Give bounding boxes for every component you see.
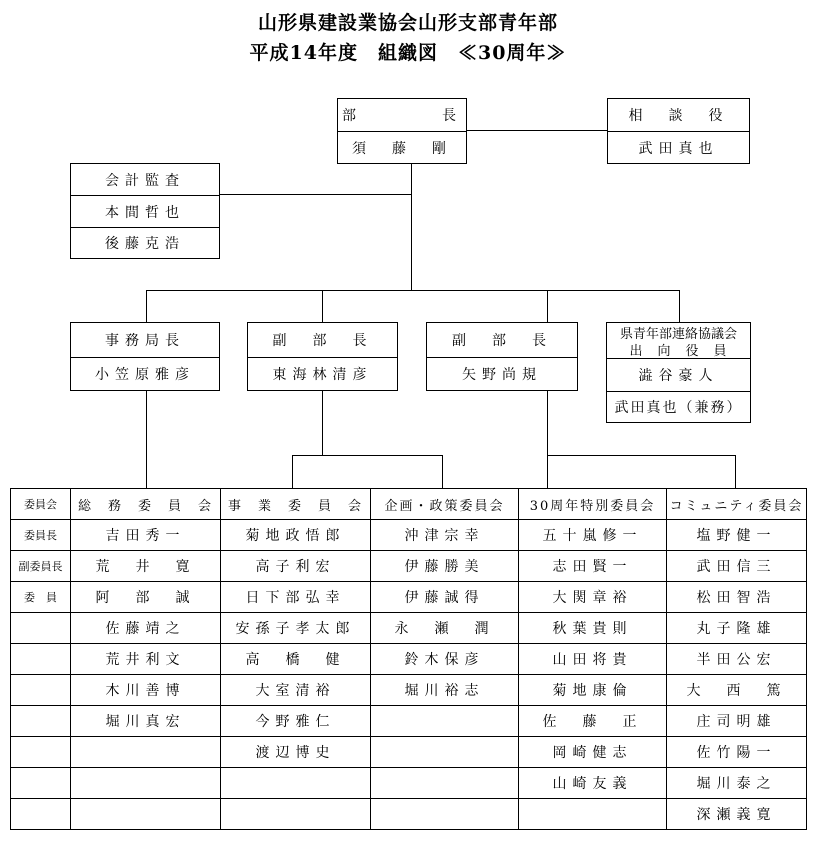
committee-member [71, 737, 221, 768]
connector-bucho-down [411, 163, 412, 290]
committee-member [371, 768, 519, 799]
table-row [11, 706, 807, 737]
table-row [11, 551, 807, 582]
connector-liaison [679, 290, 680, 322]
committee-header: 事 業 委 員 会 [221, 489, 371, 520]
connector-fuku1-down [322, 390, 323, 455]
bucho-box [337, 98, 467, 164]
committee-member: 大室清裕 [221, 675, 371, 706]
audit-role: 会計監査 [105, 172, 185, 189]
committee-header: 30周年特別委員会 [519, 489, 667, 520]
committee-member: 今野雅仁 [221, 706, 371, 737]
committee-member [371, 706, 519, 737]
committee-member: 秋葉貴則 [519, 613, 667, 644]
table-row [11, 582, 807, 613]
committee-member: 荒井利文 [71, 644, 221, 675]
table-row [11, 520, 807, 551]
committee-member: 佐竹陽一 [667, 737, 807, 768]
org-chart-subtitle: 平成14年度 組織図 ≪30周年≫ [249, 42, 567, 64]
committee-member: 松田智浩 [667, 582, 807, 613]
committee-header: 企画・政策委員会 [371, 489, 519, 520]
committee-member [371, 737, 519, 768]
committee-member: 深瀬義寛 [667, 799, 807, 830]
committee-member: 高 橋 健 [221, 644, 371, 675]
connector-jimu-soumu [146, 390, 147, 488]
committee-member: 阿 部 誠 [71, 582, 221, 613]
role-label [11, 644, 71, 675]
committee-member [221, 768, 371, 799]
committee-member: 木川善博 [71, 675, 221, 706]
audit-name: 後藤克浩 [71, 227, 219, 258]
connector-bucho-sodan [466, 130, 608, 131]
committee-member: 大関章裕 [519, 582, 667, 613]
role-label: 委 員 [11, 582, 71, 613]
committee-member: 高子利宏 [221, 551, 371, 582]
connector-kikaku [442, 455, 443, 488]
table-row [11, 799, 807, 830]
role-label [11, 613, 71, 644]
connector-fuku1-bar [292, 455, 443, 456]
jimukyokucho-role: 事務局長 [105, 333, 185, 349]
bucho-role: 部 長 [342, 108, 462, 124]
jimukyokucho-box [70, 322, 220, 391]
sodan-role: 相 談 役 [628, 108, 729, 124]
connector-jimu [146, 290, 147, 322]
committee-member: 沖津宗幸 [371, 520, 519, 551]
committee-member: 日下部弘幸 [221, 582, 371, 613]
committee-member [519, 799, 667, 830]
fukubucho-box-2 [426, 322, 578, 391]
table-row [11, 613, 807, 644]
committee-member: 堀川泰之 [667, 768, 807, 799]
committee-member: 伊藤誠得 [371, 582, 519, 613]
committee-member: 庄司明雄 [667, 706, 807, 737]
committee-member: 半田公宏 [667, 644, 807, 675]
role-label: 委員長 [11, 520, 71, 551]
fukubucho-role: 副 部 長 [452, 333, 552, 349]
bucho-name: 須 藤 剛 [338, 131, 466, 163]
connector-jigyo [292, 455, 293, 488]
connector-fuku1 [322, 290, 323, 322]
liaison-name: 武田真也（兼務） [607, 391, 750, 422]
sodan-box [607, 98, 750, 164]
sodan-name: 武田真也 [608, 131, 749, 163]
connector-audit [220, 194, 412, 195]
committee-member [371, 799, 519, 830]
committee-member: 堀川裕志 [371, 675, 519, 706]
liaison-box [606, 322, 751, 423]
committee-member: 鈴木保彦 [371, 644, 519, 675]
role-label: 委員会 [11, 489, 71, 520]
table-row [11, 675, 807, 706]
committee-member: 堀川真宏 [71, 706, 221, 737]
committee-member: 佐 藤 正 [519, 706, 667, 737]
liaison-role-line1: 県青年部連絡協議会 [619, 326, 737, 342]
committee-member: 菊地康倫 [519, 675, 667, 706]
role-label [11, 768, 71, 799]
committee-member [221, 799, 371, 830]
committee-member: 武田信三 [667, 551, 807, 582]
committee-member: 塩野健一 [667, 520, 807, 551]
committee-member: 吉田秀一 [71, 520, 221, 551]
connector-level2-bar [146, 290, 679, 291]
connector-fuku2 [547, 290, 548, 322]
table-row [11, 737, 807, 768]
committee-member [71, 768, 221, 799]
committee-member: 大 西 篤 [667, 675, 807, 706]
connector-fuku2-down [547, 390, 548, 488]
jimukyokucho-name: 小笠原雅彦 [71, 357, 219, 390]
committee-member: 岡崎健志 [519, 737, 667, 768]
committee-member: 山崎友義 [519, 768, 667, 799]
connector-fuku2-bar [547, 455, 736, 456]
committee-header-row [11, 489, 807, 520]
committee-member: 永 瀬 潤 [371, 613, 519, 644]
org-chart-title: 山形県建設業協会山形支部青年部 [257, 12, 558, 34]
committee-table [10, 488, 807, 830]
committee-member: 志田賢一 [519, 551, 667, 582]
fukubucho-name: 東海林清彦 [248, 357, 397, 390]
fukubucho-name: 矢野尚規 [427, 357, 577, 390]
committee-header: コミュニティ委員会 [667, 489, 807, 520]
role-label: 副委員長 [11, 551, 71, 582]
committee-member: 伊藤勝美 [371, 551, 519, 582]
committee-member: 五十嵐修一 [519, 520, 667, 551]
committee-header: 総 務 委 員 会 [71, 489, 221, 520]
committee-member [71, 799, 221, 830]
committee-member: 菊地政悟郎 [221, 520, 371, 551]
connector-community [735, 455, 736, 488]
table-row [11, 768, 807, 799]
committee-member: 佐藤靖之 [71, 613, 221, 644]
role-label [11, 706, 71, 737]
role-label [11, 799, 71, 830]
liaison-role-line2: 出 向 役 員 [629, 344, 728, 359]
liaison-name: 澁谷豪人 [607, 358, 750, 391]
table-row [11, 644, 807, 675]
committee-member: 丸子隆雄 [667, 613, 807, 644]
role-label [11, 737, 71, 768]
committee-member: 安孫子孝太郎 [221, 613, 371, 644]
audit-name: 本間哲也 [71, 195, 219, 227]
fukubucho-role: 副 部 長 [272, 333, 373, 349]
fukubucho-box-1 [247, 322, 398, 391]
committee-member: 山田将貴 [519, 644, 667, 675]
committee-member: 荒 井 寛 [71, 551, 221, 582]
committee-member: 渡辺博史 [221, 737, 371, 768]
audit-box [70, 163, 220, 259]
role-label [11, 675, 71, 706]
